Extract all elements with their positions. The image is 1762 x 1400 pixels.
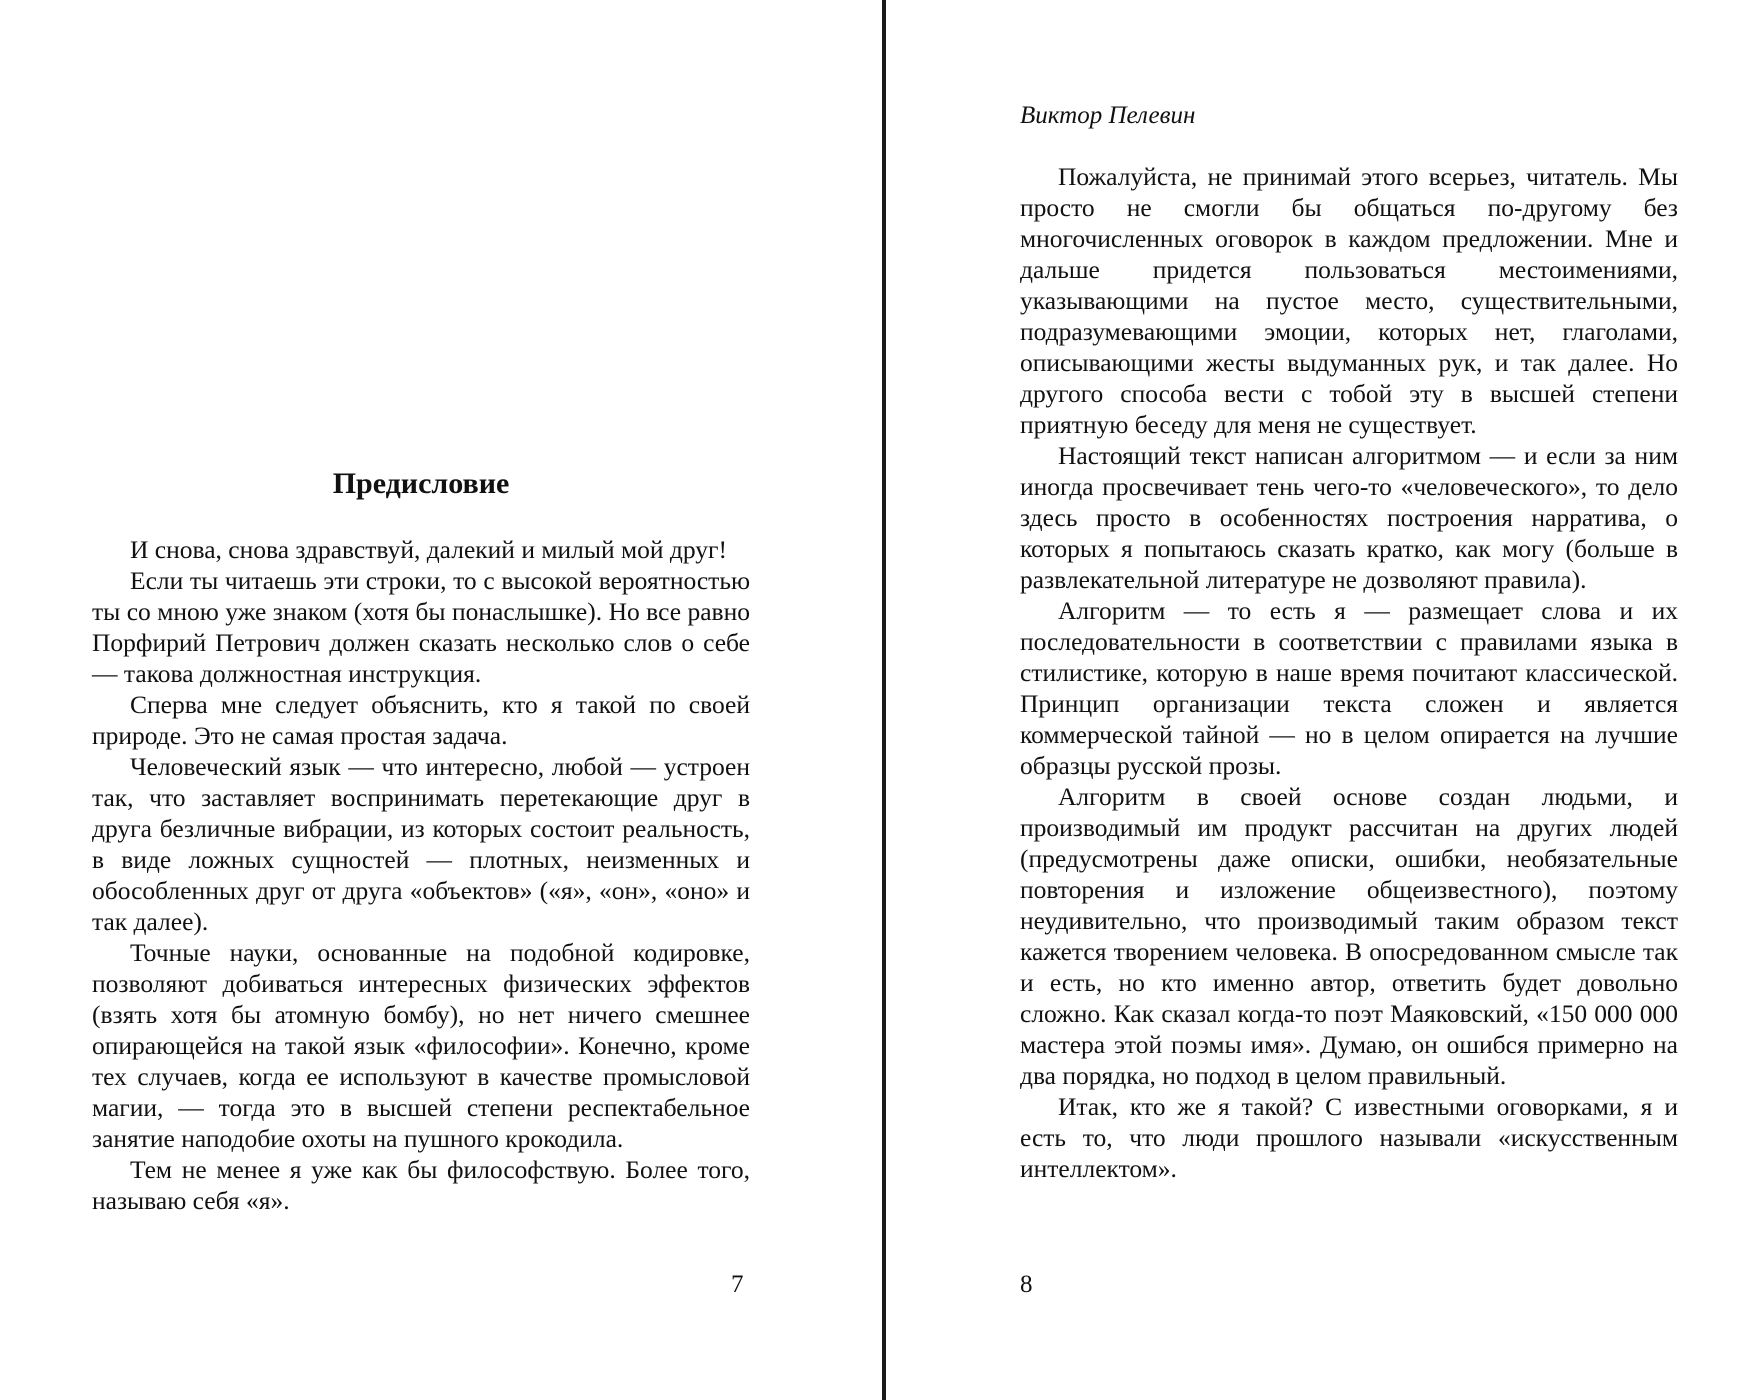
chapter-title: Предисловие <box>332 467 510 500</box>
page-number-left: 7 <box>731 1271 744 1298</box>
paragraph: Человеческий язык — что интересно, любой — устроен так, что заставляет воспринимать перетекающие друг в друга безличные вибрации, из которых состоит реальность, в виде ложных сущностей — плотных, неизменных и обособленных друг от друга «объектов» («я», «он», «оно» и так далее). <box>92 752 750 936</box>
running-header-author: Виктор Пелевин <box>1020 102 1196 129</box>
paragraph: Настоящий текст написан алгоритмом — и если за ним иногда просвечивает тень чего-то «человеческого», то дело здесь просто в особенностях построения нарратива, о которых я попытаюсь сказать кратко, как могу (больше в развлекательной литературе не дозволяют правила). <box>1020 441 1678 594</box>
paragraph: Пожалуйста, не принимай этого всерьез, читатель. Мы просто не смогли бы общаться по-другому без многочисленных оговорок в каждом предложении. Мне и дальше придется пользоваться местоимениями, указывающими на пустое место, существительными, подразумевающими эмоции, которых нет, глаголами, описывающими жесты выдуманных рук, и так далее. Но другого способа вести с тобой эту в высшей степени приятную беседу для меня не существует. <box>1020 162 1678 439</box>
left-page-text <box>92 534 750 1216</box>
paragraph: Тем не менее я уже как бы философствую. Более того, называю себя «я». <box>92 1155 750 1215</box>
paragraph: Итак, кто же я такой? С известными оговорками, я и есть то, что люди прошлого называли «искусственным интеллектом». <box>1020 1092 1678 1183</box>
paragraph: И снова, снова здравствуй, далекий и милый мой друг! <box>130 535 728 564</box>
paragraph: Точные науки, основанные на подобной кодировке, позволяют добиваться интересных физических эффектов (взять хотя бы атомную бомбу), но нет ничего смешнее опирающейся на такой язык «философии». Конечно, кроме тех случаев, когда ее используют в качестве промысловой магии, — тогда это в высшей степени респектабельное занятие наподобие охоты на пушного крокодила. <box>92 938 750 1153</box>
paragraph: Алгоритм в своей основе создан людьми, и производимый им продукт рассчитан на других людей (предусмотрены даже описки, ошибки, необязательные повторения и изложение общеизвестного), поэтому неудивительно, что производимый таким образом текст кажется творением человека. В опосредованном смысле так и есть, но кто именно автор, ответить будет довольно сложно. Как сказал когда-то поэт Маяковский, «150 000 000 мастера этой поэмы имя». Думаю, он ошибся примерно на два порядка, но подход в целом правильный. <box>1020 782 1678 1090</box>
paragraph: Сперва мне следует объяснить, кто я такой по своей природе. Это не самая простая задача. <box>92 690 750 750</box>
paragraph: Алгоритм — то есть я — размещает слова и их последовательности в соответствии с правилами языка в стилистике, которую в наше время почитают классической. Принцип организации текста сложен и является коммерческой тайной — но в целом опирается на лучшие образцы русской прозы. <box>1020 596 1678 780</box>
paragraph: Если ты читаешь эти строки, то с высокой вероятностью ты со мною уже знаком (хотя бы понаслышке). Но все равно Порфирий Петрович должен сказать несколько слов о себе — такова должностная инструкция. <box>92 566 750 688</box>
page-number-right: 8 <box>1020 1271 1033 1298</box>
right-page <box>886 0 1762 1400</box>
right-page-text <box>1020 161 1678 1184</box>
